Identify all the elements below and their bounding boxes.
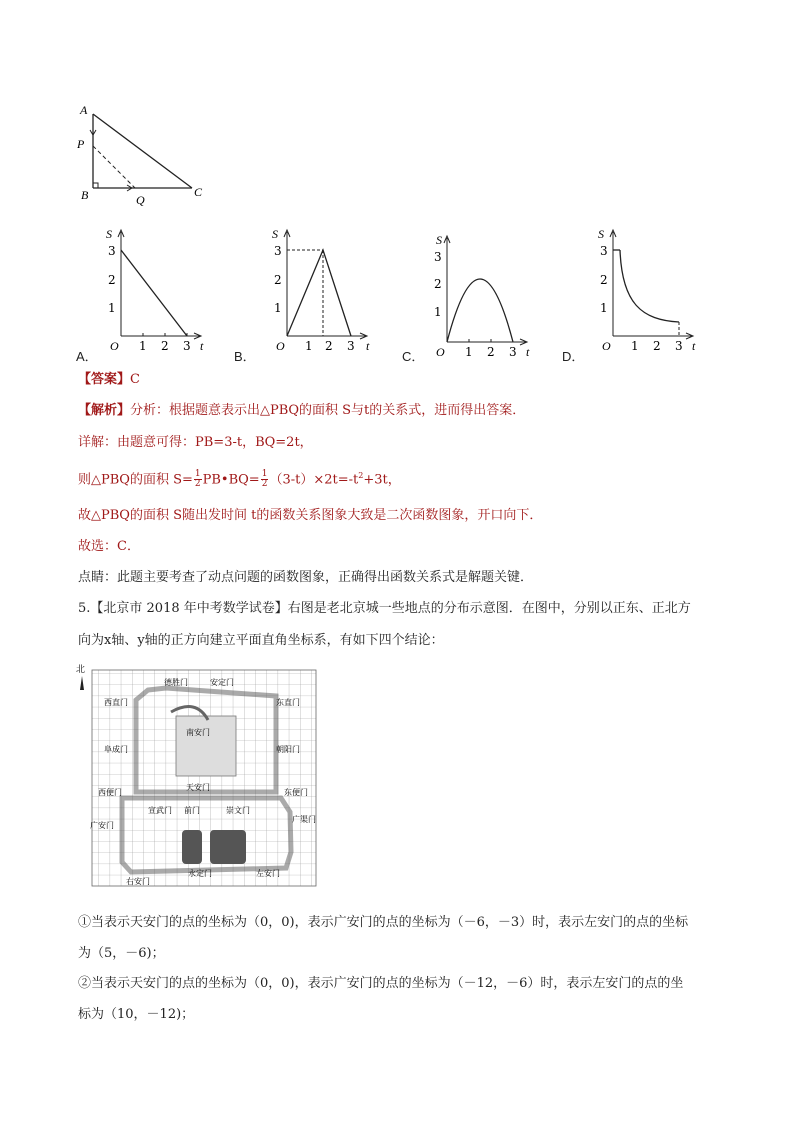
statement-2-line-b: 标为（10，－12)； (78, 1007, 195, 1022)
analysis-line-2: 详解：由题意可得：PB=3-t，BQ=2t， (78, 435, 313, 450)
option-d-graph (592, 224, 707, 354)
svg-text:朝阳门: 朝阳门 (276, 745, 300, 754)
svg-text:O: O (110, 339, 119, 353)
svg-text:2: 2 (434, 277, 442, 291)
svg-text:1: 1 (465, 345, 473, 359)
comment-line: 点睛：此题主要考查了动点问题的函数图象，正确得出函数关系式是解题关键． (78, 570, 534, 585)
svg-text:3: 3 (347, 339, 355, 353)
label-P: P (77, 137, 85, 151)
svg-text:宣武门: 宣武门 (148, 806, 172, 815)
svg-text:南安门: 南安门 (186, 728, 210, 737)
label-A: A (80, 103, 88, 117)
analysis-line-3: 则△PBQ的面积 S= $\frac{1}{2}$ PB•BQ= $\frac{1}{2}$ $(3-t)\times 2t=-t^2+3t$， (78, 469, 401, 490)
option-b-label: B． (234, 349, 256, 364)
svg-text:3: 3 (108, 244, 116, 258)
svg-text:2: 2 (325, 339, 333, 353)
option-c-graph (426, 230, 541, 360)
label-C: C (194, 185, 203, 199)
svg-text:3: 3 (675, 339, 683, 353)
svg-text:3: 3 (274, 244, 282, 258)
svg-text:3: 3 (183, 339, 191, 353)
svg-text:2: 2 (108, 273, 116, 287)
svg-text:崇文门: 崇文门 (226, 806, 250, 815)
analysis-line-5: 故选：C． (78, 539, 140, 554)
svg-text:S: S (272, 227, 278, 241)
svg-text:1: 1 (434, 305, 442, 319)
svg-text:1: 1 (274, 301, 282, 315)
svg-text:t: t (526, 345, 530, 359)
svg-text:阜成门: 阜成门 (104, 745, 128, 754)
svg-text:2: 2 (487, 345, 495, 359)
statement-1-line-a: ①当表示天安门的点的坐标为（0，0)，表示广安门的点的坐标为（－6，－3）时，表示左安门的点的坐标 (78, 915, 689, 930)
svg-text:2: 2 (600, 273, 608, 287)
svg-text:广安门: 广安门 (90, 821, 114, 830)
svg-text:左安门: 左安门 (256, 869, 280, 878)
analysis-line-4: 故△PBQ的面积 S随出发时间 t的函数关系图象大致是二次函数图象，开口向下． (78, 508, 543, 523)
svg-text:前门: 前门 (184, 806, 200, 815)
option-a-graph (100, 224, 215, 354)
svg-text:1: 1 (600, 301, 608, 315)
option-b-graph (266, 224, 381, 354)
svg-text:3: 3 (600, 244, 608, 258)
svg-text:1: 1 (305, 339, 313, 353)
statement-1-line-b: 为（5，－6)； (78, 946, 165, 961)
option-d-label: D． (562, 349, 585, 364)
label-Q: Q (136, 193, 145, 207)
answer-line: 【答案】C (78, 372, 140, 387)
svg-text:O: O (436, 345, 445, 359)
svg-text:3: 3 (509, 345, 517, 359)
svg-text:北: 北 (76, 665, 86, 675)
option-a-label: A． (76, 349, 98, 364)
svg-text:t: t (200, 339, 204, 353)
svg-text:O: O (602, 339, 611, 353)
svg-text:S: S (598, 227, 604, 241)
svg-text:t: t (366, 339, 370, 353)
svg-text:3: 3 (434, 250, 442, 264)
svg-text:t: t (692, 339, 696, 353)
beijing-map (76, 662, 326, 892)
svg-text:2: 2 (161, 339, 169, 353)
svg-text:1: 1 (139, 339, 147, 353)
svg-text:右安门: 右安门 (126, 877, 150, 886)
svg-text:2: 2 (653, 339, 661, 353)
svg-text:1: 1 (631, 339, 639, 353)
label-B: B (81, 188, 89, 202)
svg-text:S: S (436, 233, 442, 247)
svg-text:东直门: 东直门 (276, 698, 300, 707)
svg-text:永定门: 永定门 (188, 869, 212, 878)
svg-text:S: S (106, 227, 112, 241)
svg-text:广渠门: 广渠门 (292, 815, 316, 824)
svg-text:西便门: 西便门 (98, 788, 122, 797)
q5-line-2: 向为x轴、y轴的正方向建立平面直角坐标系，有如下四个结论： (78, 633, 444, 648)
svg-text:2: 2 (274, 273, 282, 287)
statement-2-line-a: ②当表示天安门的点的坐标为（0，0)，表示广安门的点的坐标为（－12，－6）时，表示左安门的点的坐 (78, 976, 684, 991)
svg-text:1: 1 (108, 301, 116, 315)
svg-text:天安门: 天安门 (186, 783, 210, 792)
option-c-label: C． (402, 349, 425, 364)
svg-text:O: O (276, 339, 285, 353)
svg-text:德胜门: 德胜门 (164, 678, 188, 687)
analysis-line-1: 【解析】分析：根据题意表示出△PBQ的面积 S与t的关系式，进而得出答案． (78, 403, 526, 418)
svg-text:安定门: 安定门 (210, 678, 234, 687)
triangle-figure (70, 100, 220, 210)
q5-line-1: 5.【北京市 2018 年中考数学试卷】右图是老北京城一些地点的分布示意图．在图中，分别以正东、正北方 (78, 601, 691, 616)
svg-text:东便门: 东便门 (284, 788, 308, 797)
svg-text:西直门: 西直门 (104, 698, 128, 707)
